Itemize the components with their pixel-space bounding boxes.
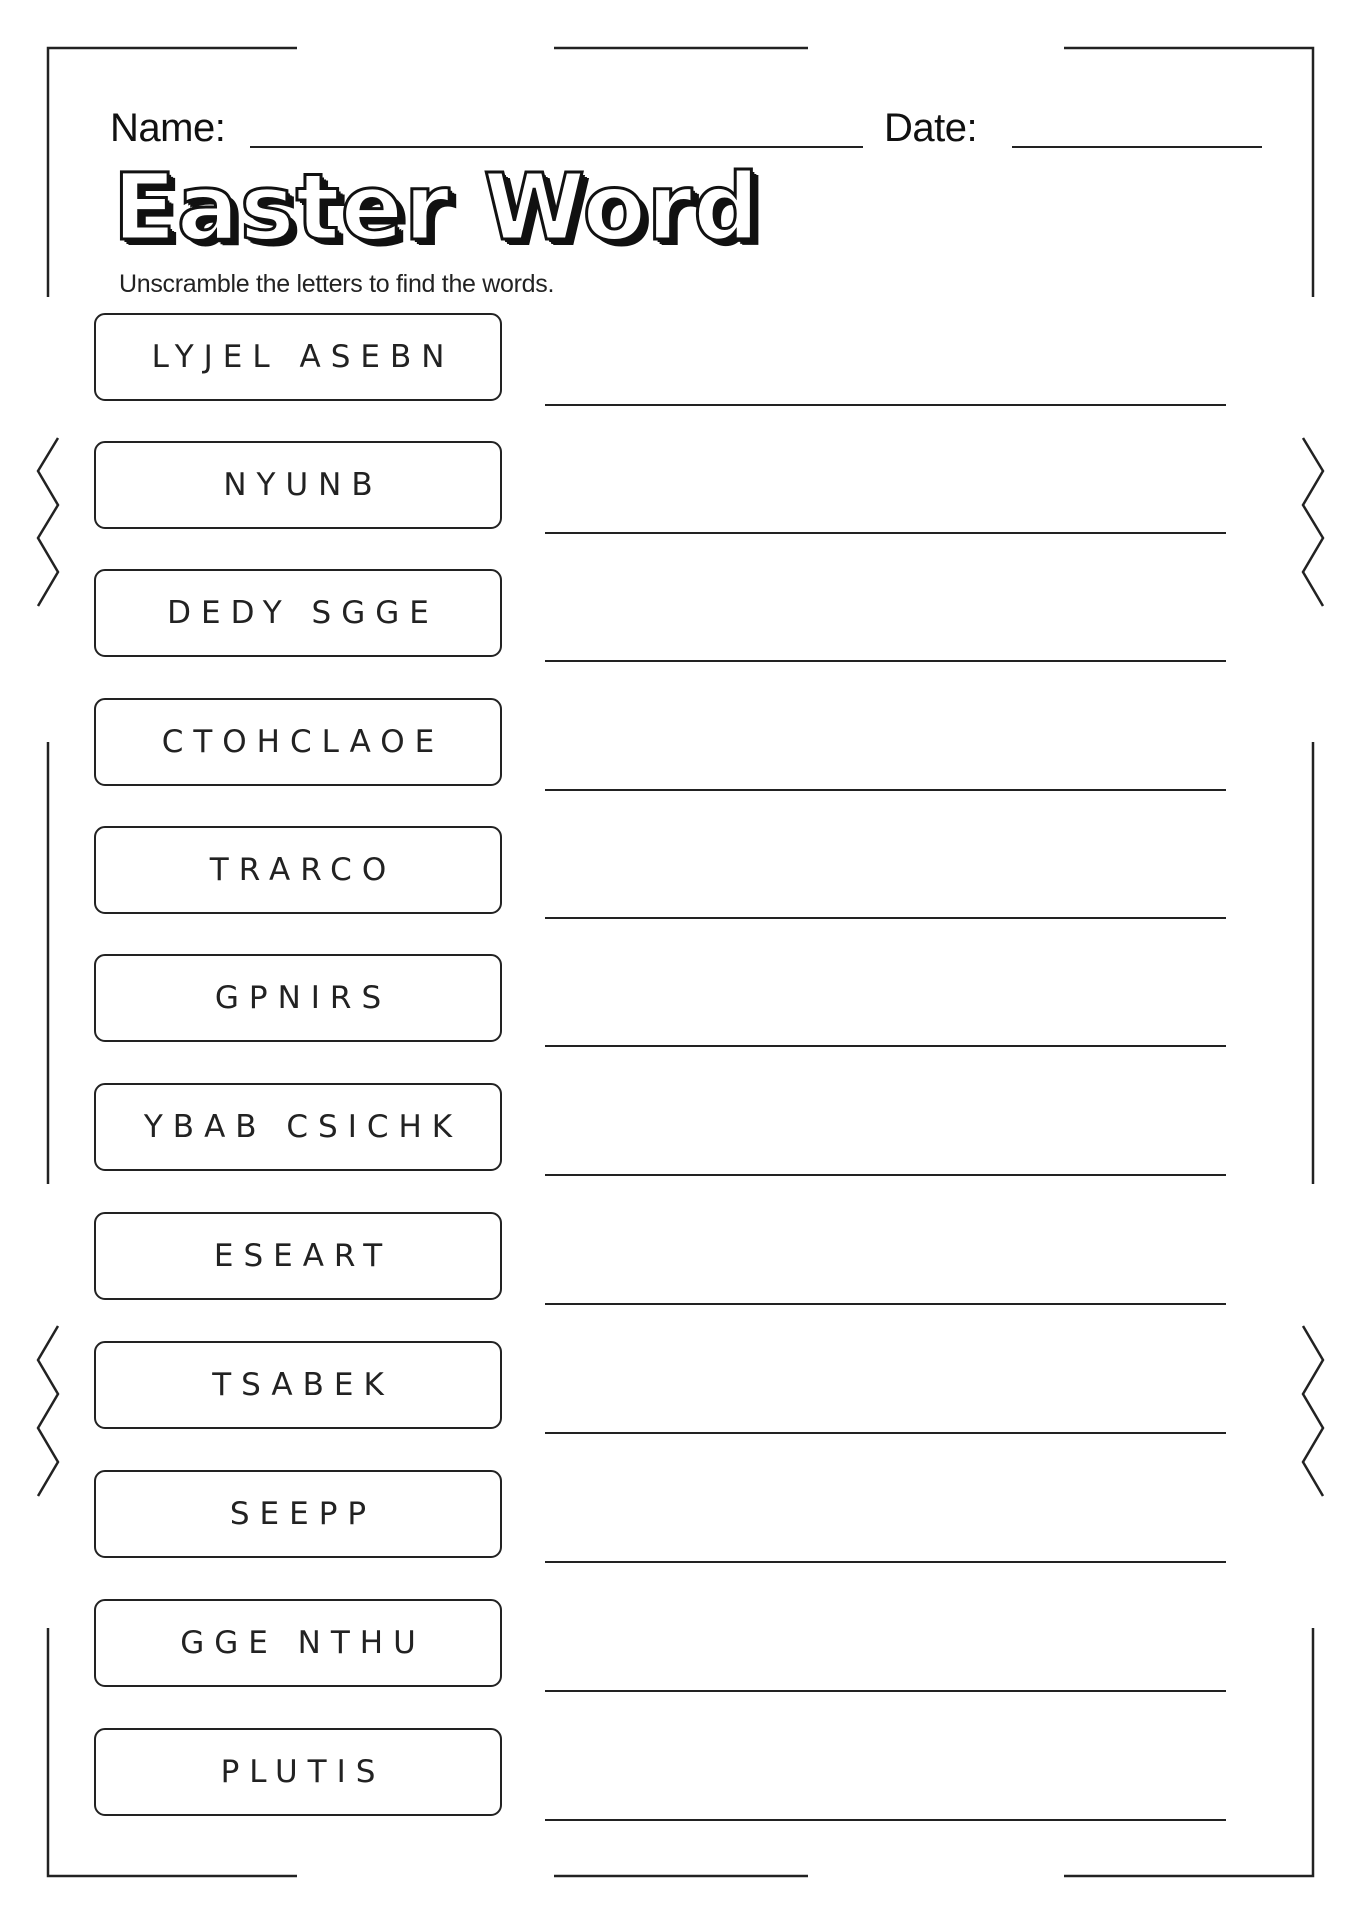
word-row <box>94 441 1230 535</box>
scrambled-word-box <box>94 1599 502 1687</box>
word-row <box>94 1728 1230 1822</box>
word-row <box>94 569 1230 663</box>
answer-line[interactable] <box>545 789 1226 791</box>
answer-line[interactable] <box>545 1432 1226 1434</box>
word-row <box>94 826 1230 920</box>
scrambled-word: SEEPP <box>229 1496 377 1532</box>
answer-line[interactable] <box>545 1045 1226 1047</box>
page-title: Easter Word <box>113 154 761 261</box>
scrambled-word: CTOHCLAOE <box>161 724 445 760</box>
word-row <box>94 1212 1230 1306</box>
scrambled-word: TRARCO <box>209 852 397 888</box>
answer-line[interactable] <box>545 1174 1226 1176</box>
answer-line[interactable] <box>545 917 1226 919</box>
word-row <box>94 1341 1230 1435</box>
word-row <box>94 313 1230 407</box>
scrambled-word-box <box>94 569 502 657</box>
scrambled-word-box <box>94 313 502 401</box>
scrambled-word: LYJEL ASEBN <box>151 339 455 375</box>
word-row <box>94 1599 1230 1693</box>
scrambled-word: DEDY SGGE <box>167 595 439 631</box>
answer-line[interactable] <box>545 1303 1226 1305</box>
scrambled-word: GGE NTHU <box>180 1625 426 1661</box>
instruction-text: Unscramble the letters to find the words. <box>119 270 555 298</box>
answer-line[interactable] <box>545 1819 1226 1821</box>
scrambled-word: TSABEK <box>212 1367 394 1403</box>
scrambled-word-box <box>94 826 502 914</box>
scrambled-word: ESEART <box>213 1238 393 1274</box>
date-label: Date: <box>884 106 978 150</box>
scrambled-word-box <box>94 1470 502 1558</box>
scrambled-word: YBAB CSICHK <box>143 1109 463 1145</box>
scrambled-word-box <box>94 1341 502 1429</box>
scrambled-word-box <box>94 1083 502 1171</box>
word-row <box>94 1083 1230 1177</box>
answer-line[interactable] <box>545 404 1226 406</box>
scrambled-word-box <box>94 698 502 786</box>
scrambled-word-box <box>94 1212 502 1300</box>
scrambled-word: NYUNB <box>223 467 383 503</box>
answer-line[interactable] <box>545 660 1226 662</box>
word-row <box>94 698 1230 792</box>
word-row <box>94 954 1230 1048</box>
word-row <box>94 1470 1230 1564</box>
answer-line[interactable] <box>545 532 1226 534</box>
scrambled-word-box <box>94 1728 502 1816</box>
scrambled-word: PLUTIS <box>220 1754 386 1790</box>
answer-line[interactable] <box>545 1561 1226 1563</box>
answer-line[interactable] <box>545 1690 1226 1692</box>
scrambled-word-box <box>94 954 502 1042</box>
scrambled-word: GPNIRS <box>214 980 392 1016</box>
name-label: Name: <box>110 106 226 150</box>
scrambled-word-box <box>94 441 502 529</box>
